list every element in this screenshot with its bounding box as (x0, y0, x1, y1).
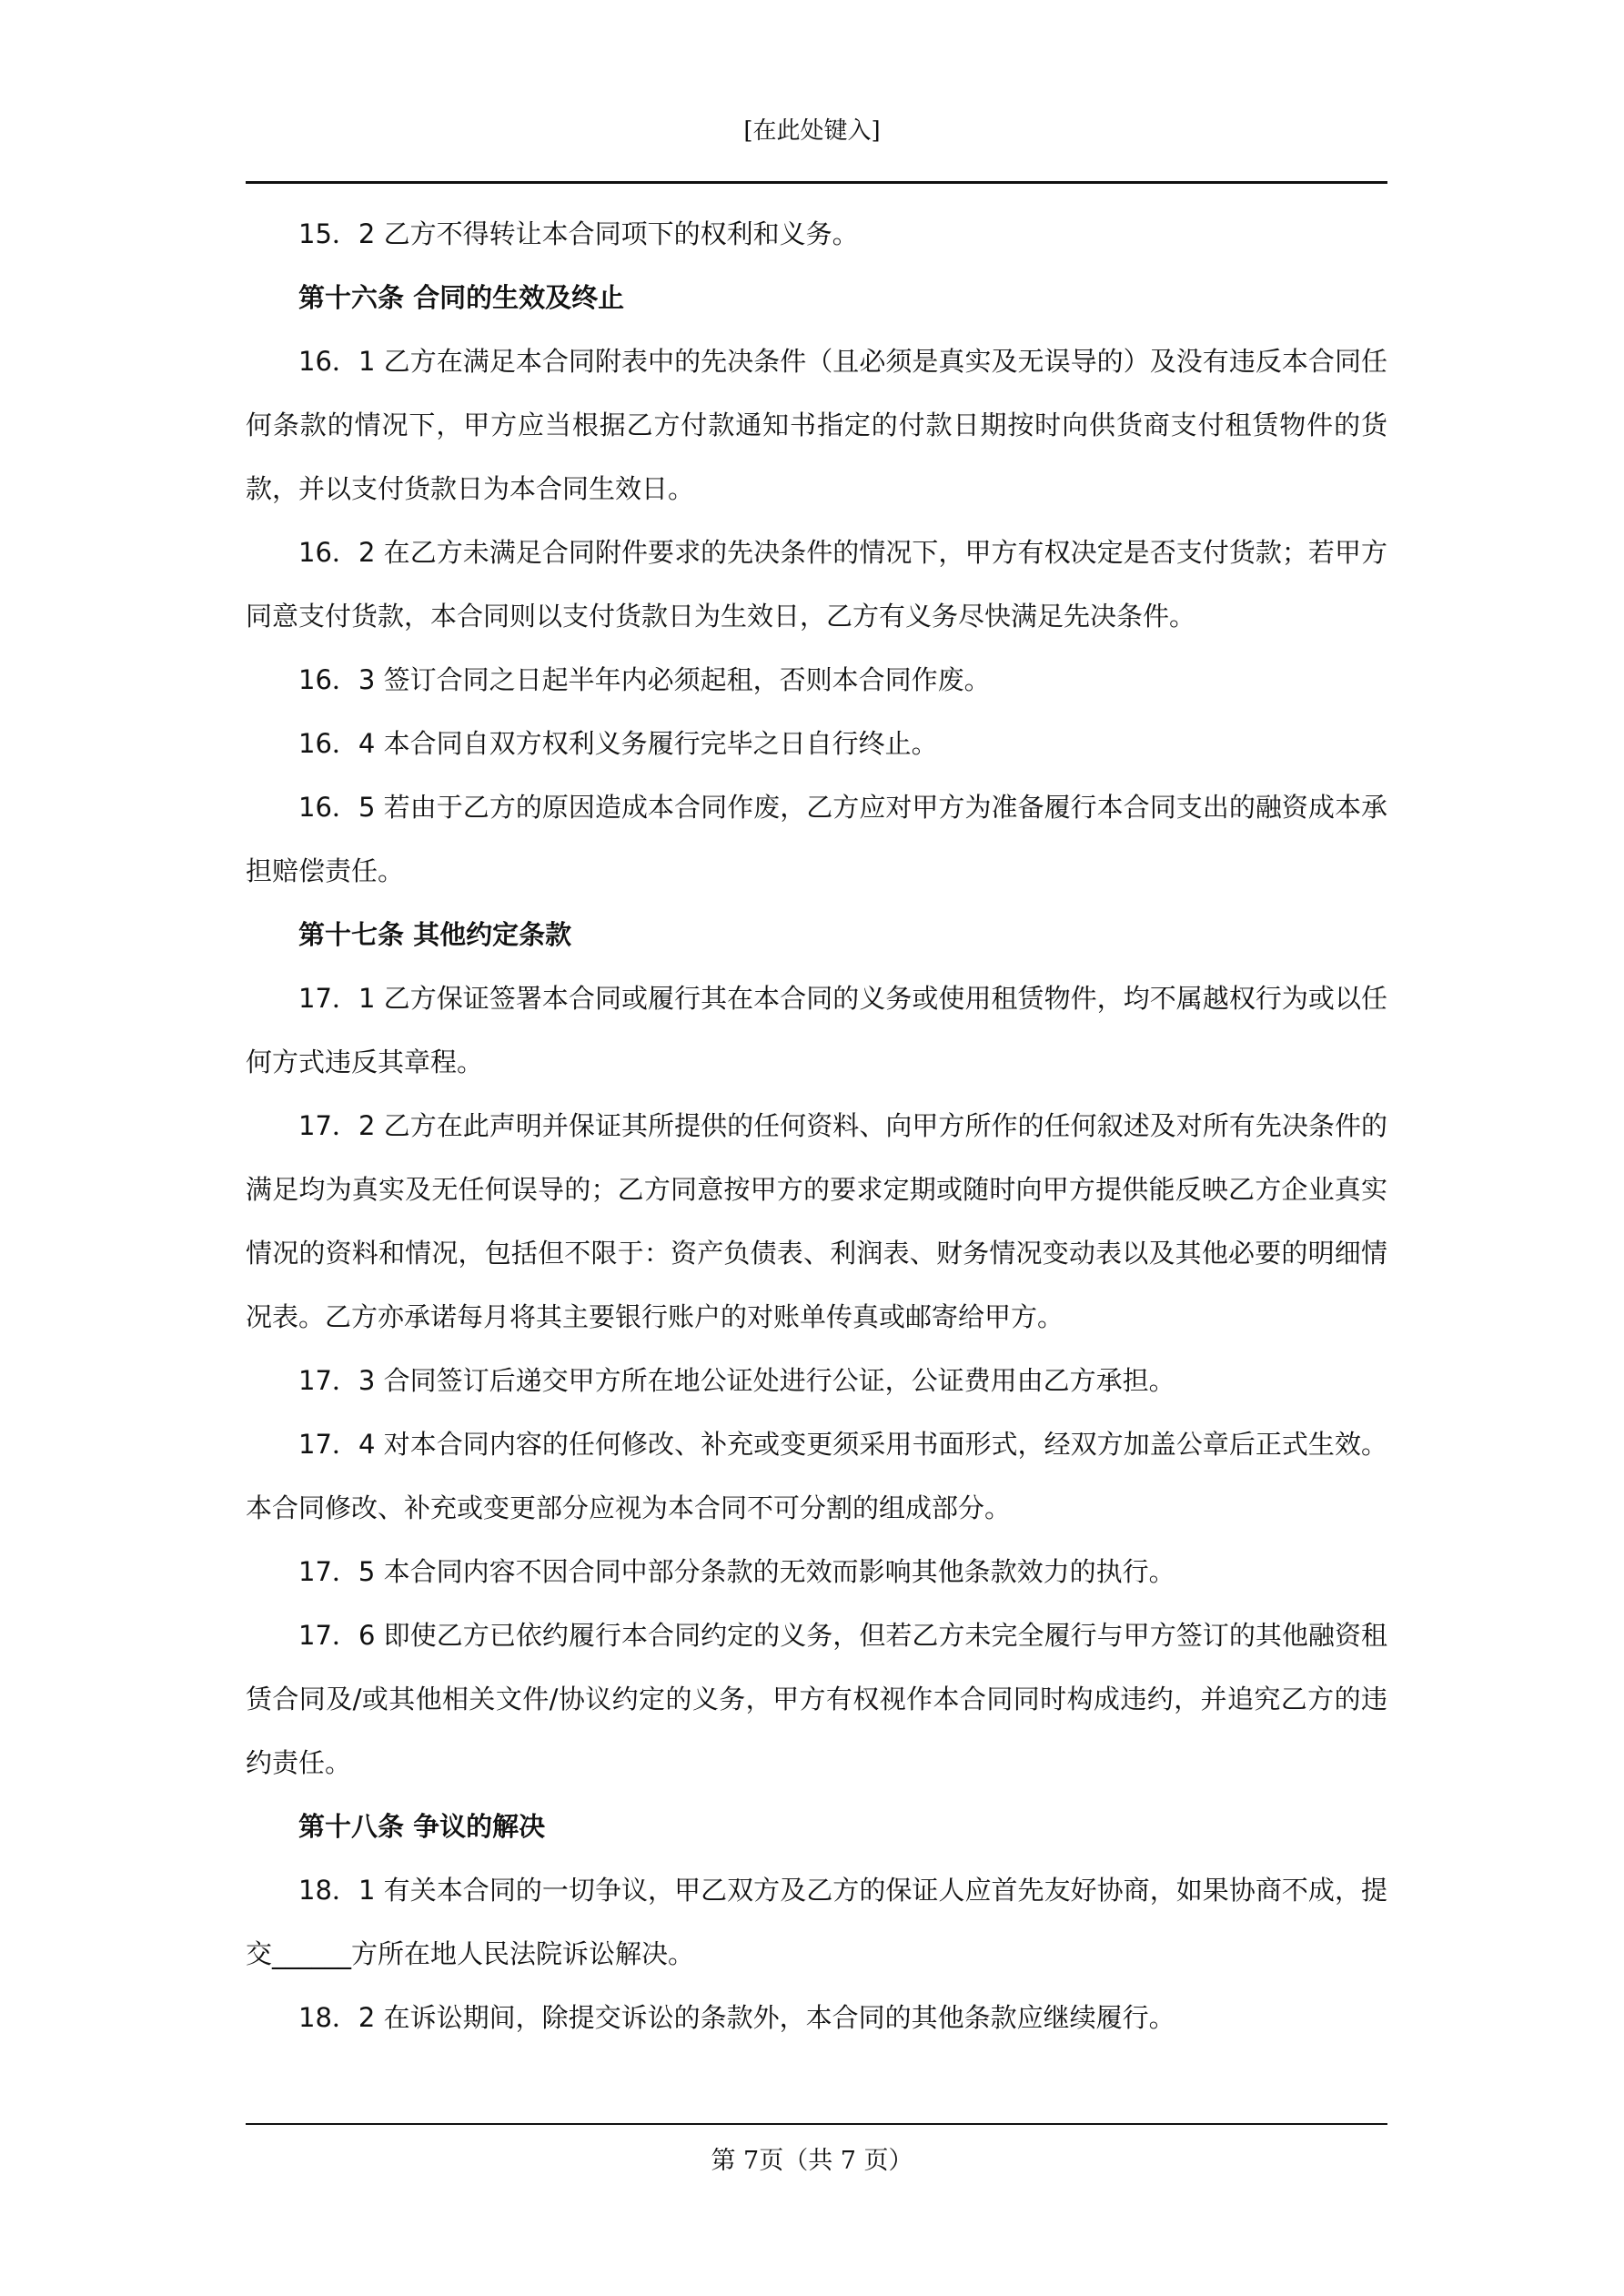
header-rule (246, 181, 1387, 184)
page-header: [在此处键入] (743, 117, 881, 145)
clause-15-2: 15．2 乙方不得转让本合同项下的权利和义务。 (298, 218, 859, 249)
document-body (246, 202, 1387, 2049)
article-17-heading: 第十七条 其他约定条款 (298, 919, 572, 950)
clause-17-1: 17．1 乙方保证签署本合同或履行其在本合同的义务或使用租赁物件，均不属越权行为或以任何方式违反其章程。 (246, 983, 1387, 1077)
clause-16-5: 16．5 若由于乙方的原因造成本合同作废，乙方应对甲方为准备履行本合同支出的融资成本承担赔偿责任。 (246, 792, 1387, 886)
clause-17-4: 17．4 对本合同内容的任何修改、补充或变更须采用书面形式，经双方加盖公章后正式生效。本合同修改、补充或变更部分应视为本合同不可分割的组成部分。 (246, 1429, 1387, 1523)
clause-17-6: 17．6 即使乙方已依约履行本合同约定的义务，但若乙方未完全履行与甲方签订的其他融资租赁合同及/或其他相关文件/协议约定的义务，甲方有权视作本合同同时构成违约，并追究乙方的违约责任。 (246, 1620, 1387, 1778)
clause-17-5: 17．5 本合同内容不因合同中部分条款的无效而影响其他条款效力的执行。 (298, 1556, 1175, 1587)
page-number-footer: 第 7页（共 7 页） (711, 2147, 913, 2175)
footer-rule (246, 2123, 1387, 2125)
clause-18-1: 18．1 有关本合同的一切争议，甲乙双方及乙方的保证人应首先友好协商，如果协商不成，提交______方所在地人民法院诉讼解决。 (246, 1875, 1387, 1969)
clause-16-4: 16．4 本合同自双方权利义务履行完毕之日自行终止。 (298, 728, 938, 759)
clause-16-3: 16．3 签订合同之日起半年内必须起租，否则本合同作废。 (298, 664, 991, 695)
clause-17-2: 17．2 乙方在此声明并保证其所提供的任何资料、向甲方所作的任何叙述及对所有先决条件的满足均为真实及无任何误导的；乙方同意按甲方的要求定期或随时向甲方提供能反映乙方企业真实情况的资料和情况，包括但不限于：资产负债表、利润表、财务情况变动表以及其他必要的明细情况表。乙方亦承诺每月将其主要银行账户的对账单传真或邮寄给甲方。 (246, 1110, 1387, 1332)
clause-16-2: 16．2 在乙方未满足合同附件要求的先决条件的情况下，甲方有权决定是否支付货款；若甲方同意支付货款，本合同则以支付货款日为生效日，乙方有义务尽快满足先决条件。 (246, 537, 1387, 632)
article-16-heading: 第十六条 合同的生效及终止 (298, 282, 625, 313)
clause-17-3: 17．3 合同签订后递交甲方所在地公证处进行公证，公证费用由乙方承担。 (298, 1365, 1175, 1396)
clause-16-1: 16．1 乙方在满足本合同附表中的先决条件（且必须是真实及无误导的）及没有违反本合同任何条款的情况下，甲方应当根据乙方付款通知书指定的付款日期按时向供货商支付租赁物件的货款，并以支付货款日为本合同生效日。 (246, 346, 1387, 504)
clause-18-2: 18．2 在诉讼期间，除提交诉讼的条款外，本合同的其他条款应继续履行。 (298, 2002, 1175, 2033)
article-18-heading: 第十八条 争议的解决 (298, 1811, 546, 1842)
